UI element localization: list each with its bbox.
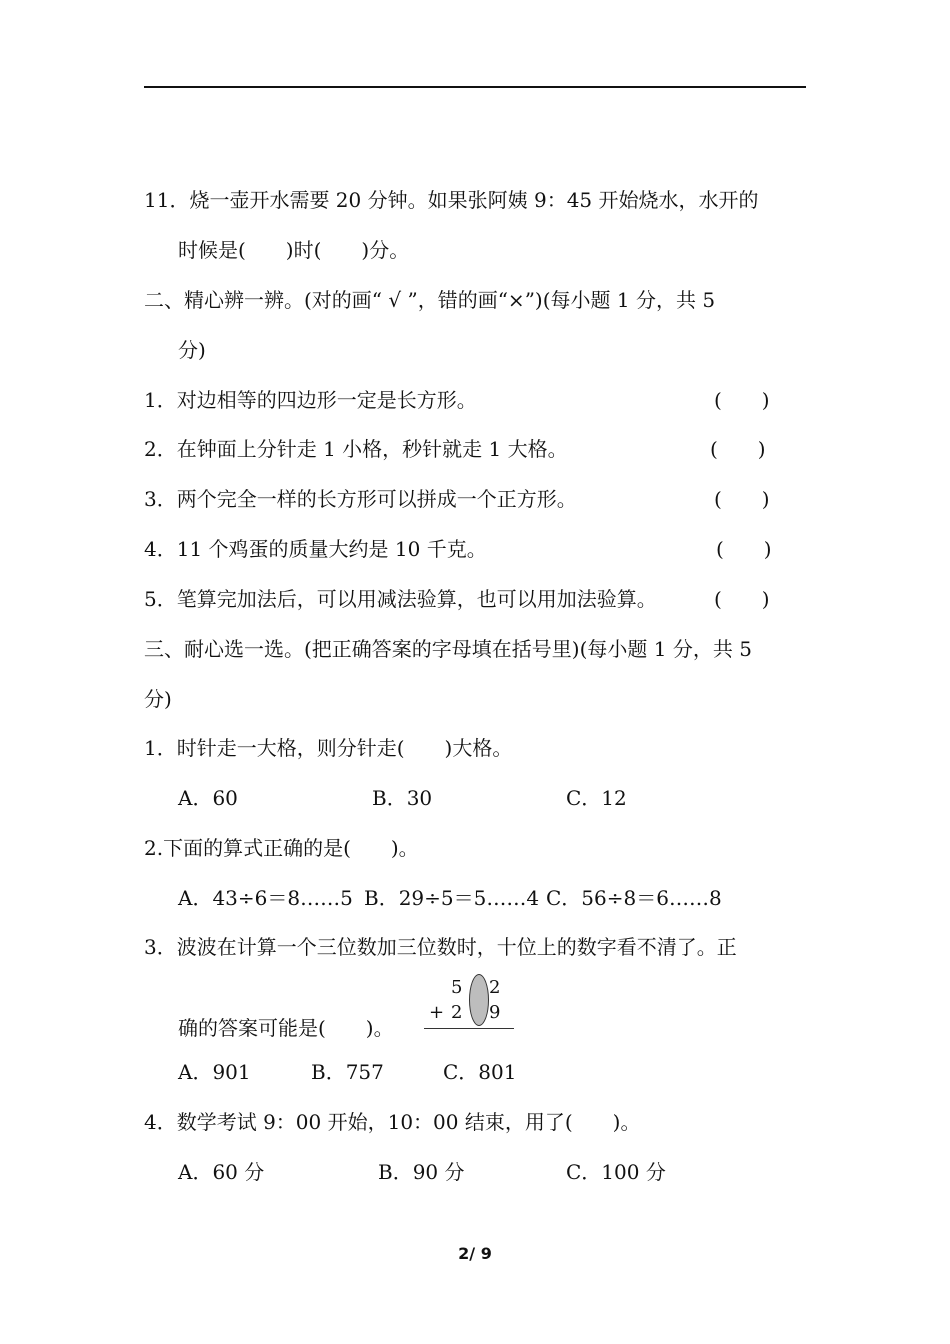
addend2-hundreds: 2: [451, 1002, 463, 1023]
judge-item-1: 1．对边相等的四边形一定是长方形。: [144, 388, 477, 412]
judge-answer-4[interactable]: ( ): [716, 537, 772, 561]
choice-q3-option-a[interactable]: A．901: [178, 1060, 251, 1084]
section3-heading: 三、耐心选一选。(把正确答案的字母填在括号里)(每小题 1 分，共 5: [144, 637, 752, 661]
plus-sign: +: [429, 1002, 445, 1023]
judge-answer-5[interactable]: ( ): [714, 587, 770, 611]
addend1-ones: 2: [489, 977, 501, 998]
judge-item-2: 2．在钟面上分针走 1 小格，秒针就走 1 大格。: [144, 437, 568, 461]
choice-q1-option-a[interactable]: A．60: [178, 786, 238, 810]
choice-q3-stem: 3．波波在计算一个三位数加三位数时，十位上的数字看不清了。正: [144, 935, 737, 959]
judge-item-5: 5．笔算完加法后，可以用减法验算，也可以用加法验算。: [144, 587, 657, 611]
vertical-addition-figure: [420, 972, 515, 1034]
sum-rule: [424, 1028, 514, 1029]
choice-q2-option-a[interactable]: A．43÷6＝8……5: [178, 886, 353, 910]
choice-q3-stem-cont: 确的答案可能是( )。: [178, 1016, 394, 1040]
header-rule: [144, 86, 806, 88]
choice-q4-option-b[interactable]: B．90 分: [378, 1160, 465, 1184]
section2-heading-cont: 分): [178, 338, 206, 362]
addend2-ones: 9: [489, 1002, 501, 1023]
choice-q1-option-b[interactable]: B．30: [372, 786, 433, 810]
choice-q3-option-c[interactable]: C．801: [443, 1060, 517, 1084]
choice-q2-option-b[interactable]: B．29÷5＝5……4: [364, 886, 540, 910]
choice-q1-option-c[interactable]: C．12: [566, 786, 627, 810]
choice-q4-option-c[interactable]: C．100 分: [566, 1160, 666, 1184]
choice-q4-option-a[interactable]: A．60 分: [178, 1160, 265, 1184]
judge-answer-3[interactable]: ( ): [714, 487, 770, 511]
q11-line1: 11．烧一壶开水需要 20 分钟。如果张阿姨 9：45 开始烧水，水开的: [144, 188, 759, 212]
judge-item-3: 3．两个完全一样的长方形可以拼成一个正方形。: [144, 487, 577, 511]
section3-heading-cont: 分): [144, 687, 172, 711]
judge-answer-2[interactable]: ( ): [710, 437, 766, 461]
addend1-hundreds: 5: [451, 977, 463, 998]
judge-answer-1[interactable]: ( ): [714, 388, 770, 412]
section2-heading: 二、精心辨一辨。(对的画“ √ ”，错的画“×”)(每小题 1 分，共 5: [144, 288, 716, 312]
judge-item-4: 4．11 个鸡蛋的质量大约是 10 千克。: [144, 537, 487, 561]
page-number: 2/ 9: [458, 1244, 492, 1263]
q11-line2: 时候是( )时( )分。: [178, 238, 410, 262]
choice-q2-stem: 2.下面的算式正确的是( )。: [144, 836, 419, 860]
choice-q3-option-b[interactable]: B．757: [311, 1060, 384, 1084]
choice-q4-stem: 4．数学考试 9：00 开始，10：00 结束，用了( )。: [144, 1110, 641, 1134]
choice-q1-stem: 1．时针走一大格，则分针走( )大格。: [144, 736, 513, 760]
smudged-tens-digit: [469, 974, 489, 1026]
choice-q2-option-c[interactable]: C．56÷8＝6……8: [546, 886, 722, 910]
